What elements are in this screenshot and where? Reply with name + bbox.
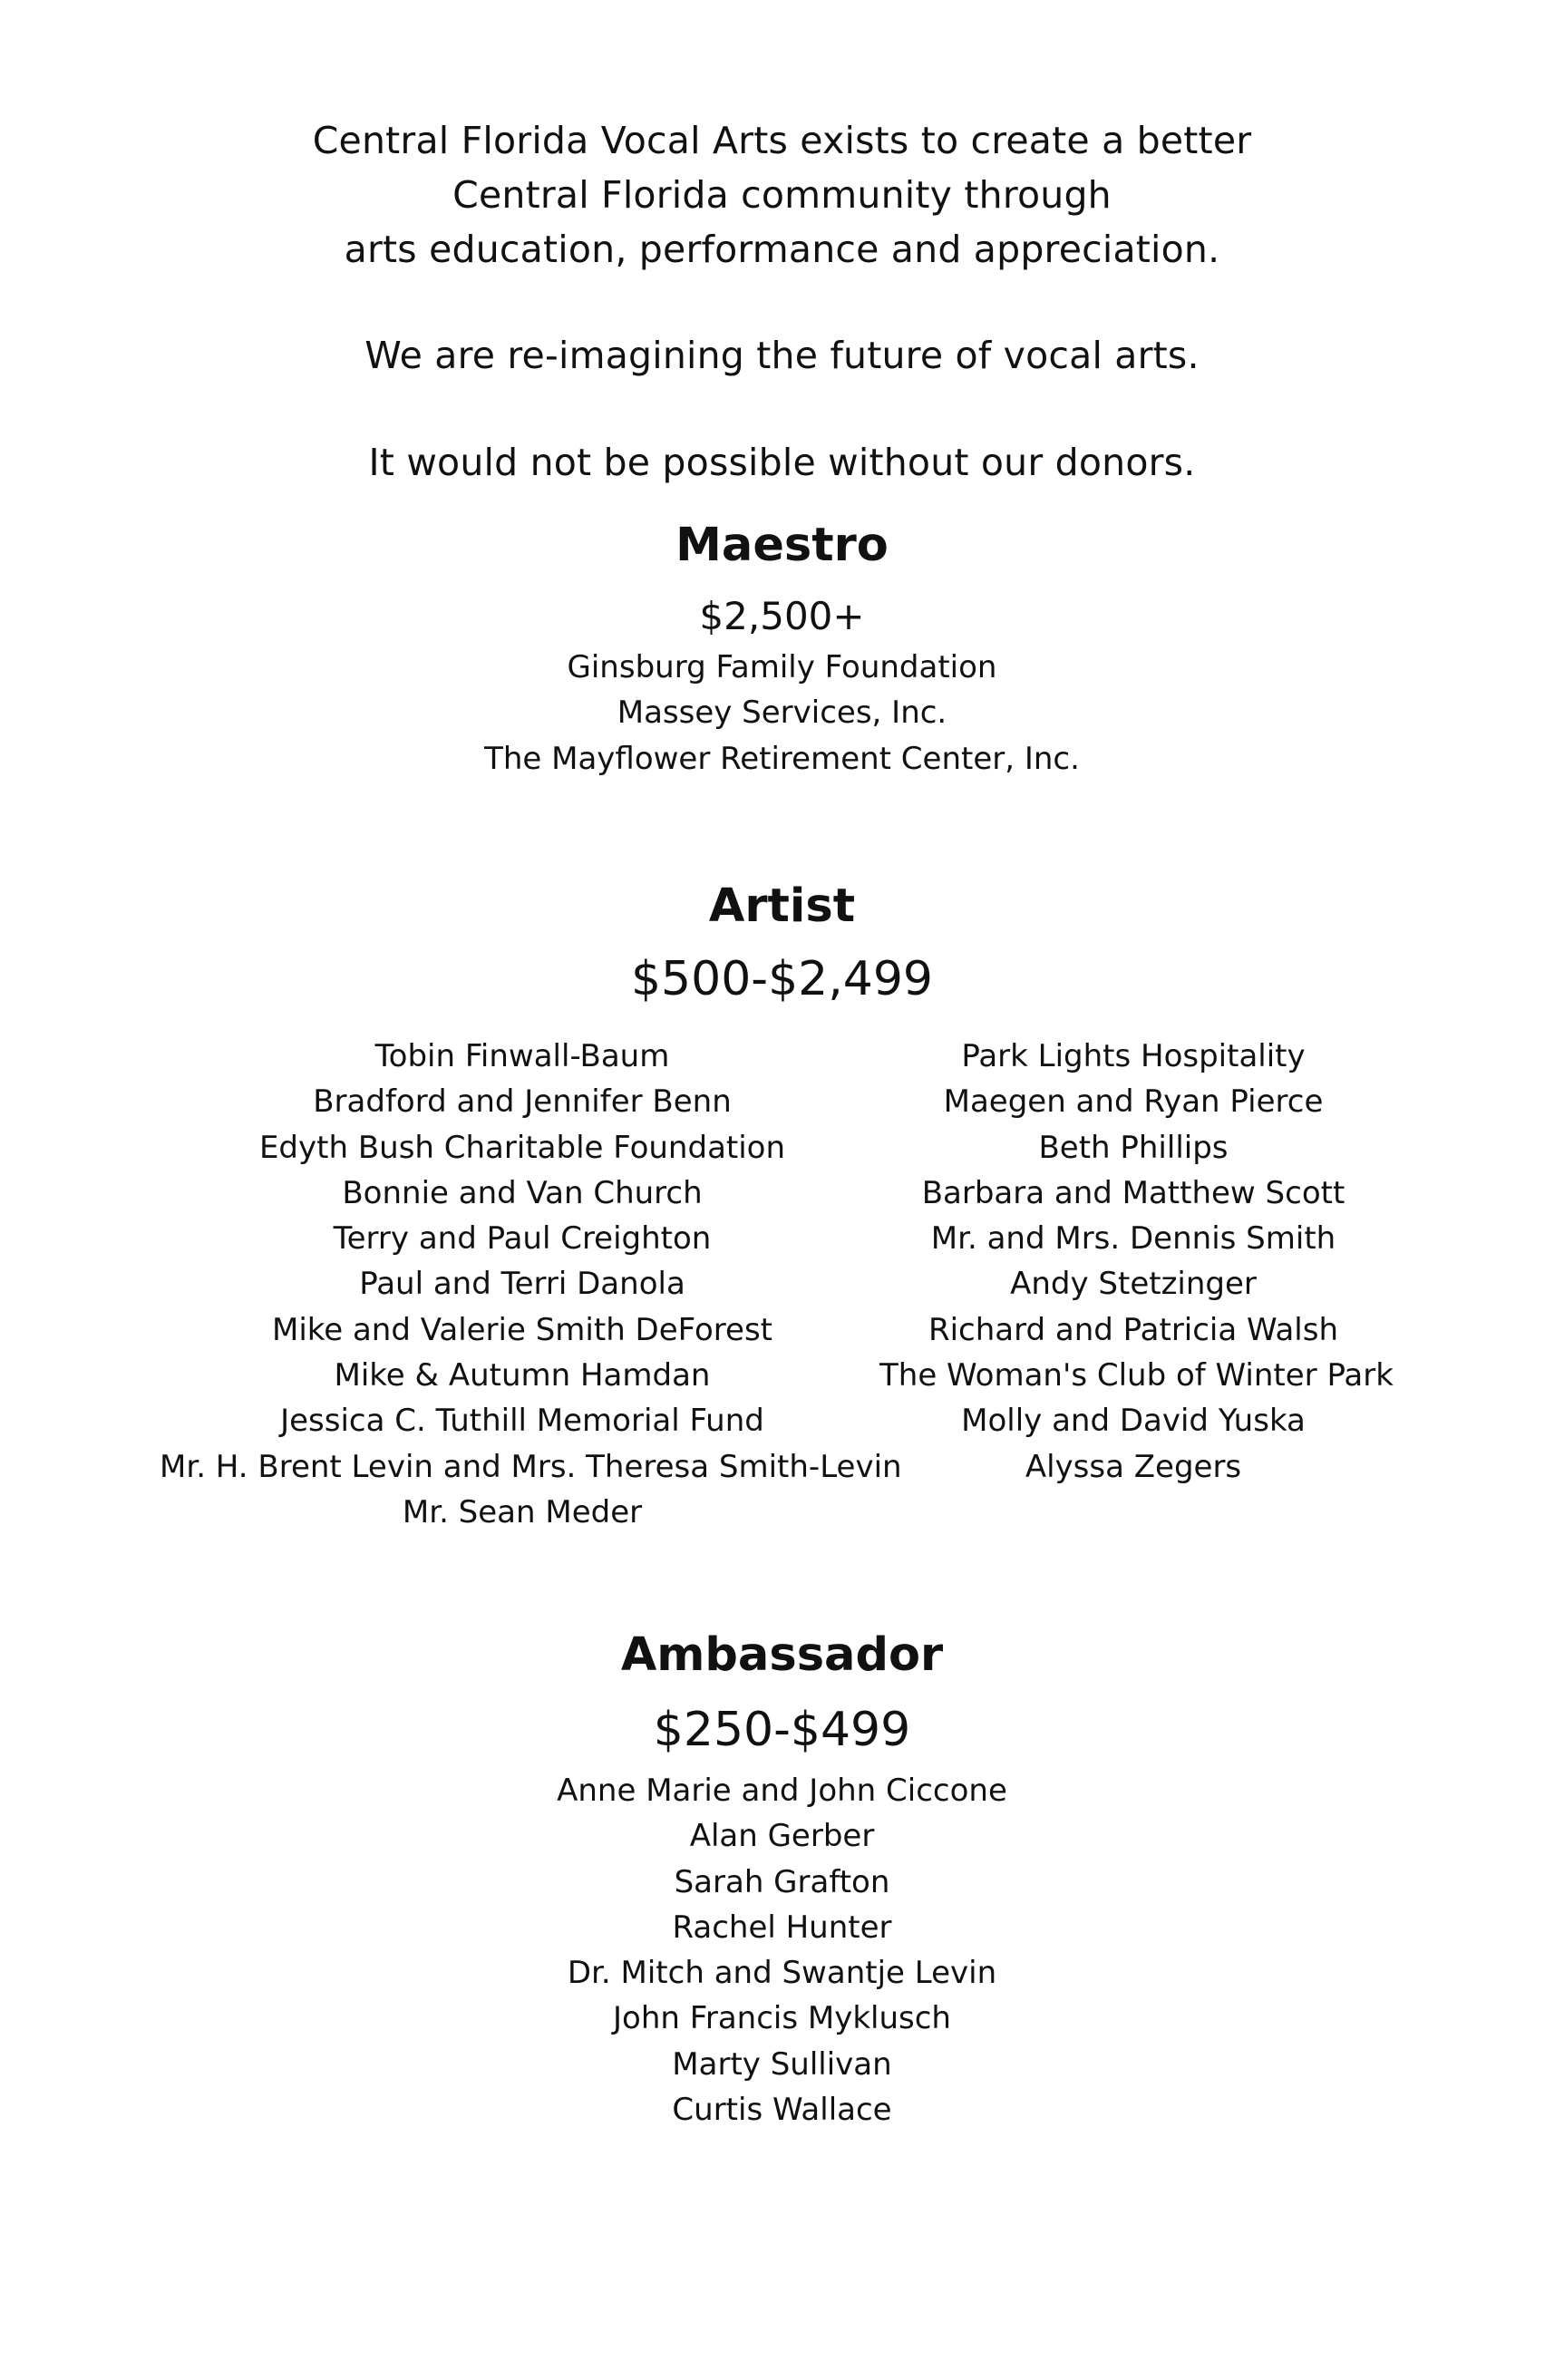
- donor-name: Mike & Autumn Hamdan: [334, 1357, 711, 1394]
- donor-name: Barbara and Matthew Scott: [921, 1174, 1345, 1211]
- artist-donor-list-left: [160, 1034, 902, 1535]
- ambassador-title: Ambassador: [620, 1628, 944, 1682]
- donor-name: The Mayflower Retirement Center, Inc.: [484, 740, 1080, 777]
- donor-name: Edyth Bush Charitable Foundation: [258, 1129, 786, 1166]
- donor-name: Alan Gerber: [689, 1818, 875, 1855]
- mission-line-2: Central Florida community through: [452, 173, 1112, 217]
- donor-name: Ginsburg Family Foundation: [567, 649, 997, 685]
- reimagine-statement: [0, 328, 1564, 383]
- donor-name: Mr. and Mrs. Dennis Smith: [930, 1220, 1336, 1258]
- artist-donor-list-right: [879, 1034, 1394, 1490]
- artist-range: $500-$2,499: [630, 952, 934, 1006]
- ambassador-donor-list: [0, 1768, 1564, 2132]
- reimagine-line: We are re-imagining the future of vocal arts.: [364, 334, 1200, 377]
- donor-name: Terry and Paul Creighton: [333, 1220, 712, 1258]
- donor-name: Alyssa Zegers: [1025, 1448, 1242, 1485]
- donor-name: Mr. Sean Meder: [402, 1493, 643, 1530]
- donor-name: Andy Stetzinger: [1010, 1266, 1257, 1303]
- donor-name: Beth Phillips: [1038, 1129, 1229, 1166]
- donors-line: It would not be possible without our donors.: [368, 441, 1196, 484]
- donor-name: Sarah Grafton: [674, 1863, 890, 1900]
- artist-title: Artist: [708, 879, 856, 933]
- maestro-title: Maestro: [675, 519, 889, 572]
- maestro-donor-list: [0, 645, 1564, 782]
- donor-name: The Woman's Club of Winter Park: [879, 1357, 1394, 1394]
- donor-name: Rachel Hunter: [672, 1909, 892, 1946]
- donor-name: Richard and Patricia Walsh: [928, 1311, 1339, 1348]
- donor-name: Mr. H. Brent Levin and Mrs. Theresa Smith-Levin: [160, 1448, 902, 1485]
- donor-name: Bradford and Jennifer Benn: [313, 1083, 732, 1121]
- donor-name: Dr. Mitch and Swantje Levin: [567, 1955, 997, 1992]
- donors-statement: [0, 435, 1564, 490]
- donor-name: Maegen and Ryan Pierce: [943, 1083, 1324, 1121]
- donor-name: Molly and David Yuska: [961, 1403, 1306, 1440]
- donor-name: Curtis Wallace: [672, 2092, 892, 2129]
- donor-name: Mike and Valerie Smith DeForest: [271, 1311, 772, 1348]
- mission-statement: [0, 113, 1564, 277]
- donor-name: Massey Services, Inc.: [617, 695, 947, 732]
- ambassador-range: $250-$499: [653, 1703, 911, 1757]
- donor-name: Paul and Terri Danola: [359, 1266, 685, 1303]
- donor-name: John Francis Myklusch: [613, 2000, 951, 2037]
- mission-line-3: arts education, performance and appreciation.: [344, 228, 1220, 271]
- donor-name: Tobin Finwall-Baum: [374, 1038, 670, 1074]
- maestro-range: $2,500+: [699, 594, 865, 638]
- donor-name: Park Lights Hospitality: [961, 1038, 1306, 1074]
- donor-name: Anne Marie and John Ciccone: [557, 1773, 1007, 1809]
- donor-name: Jessica C. Tuthill Memorial Fund: [280, 1403, 764, 1440]
- mission-line-1: Central Florida Vocal Arts exists to create a better: [312, 119, 1252, 162]
- donor-name: Marty Sullivan: [672, 2045, 892, 2083]
- donor-name: Bonnie and Van Church: [342, 1174, 703, 1211]
